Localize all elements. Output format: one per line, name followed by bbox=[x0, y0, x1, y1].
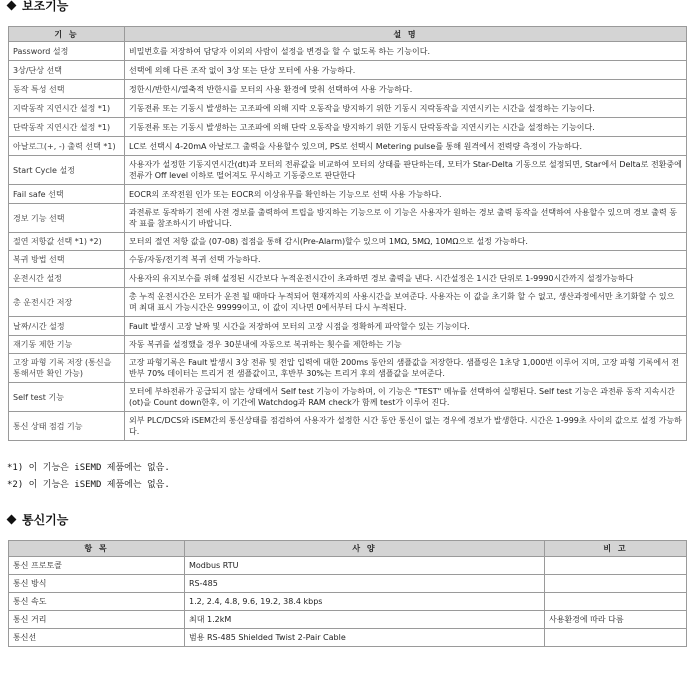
function-desc: 사용자가 설정한 기동지연시간(dt)과 모터의 전류값을 비교하여 모터의 상태를 판단하는데, 모터가 Star-Delta 기동으로 설정되면, Star에서 Delta로 전환중에 전류가 Off level 이하로 떨어져도 무시하고 기동중으로 판단한다 bbox=[125, 156, 687, 185]
table-row bbox=[9, 137, 687, 156]
table-row bbox=[9, 412, 687, 441]
table-row bbox=[9, 593, 687, 611]
table-row bbox=[9, 99, 687, 118]
comm-spec: 범용 RS-485 Shielded Twist 2-Pair Cable bbox=[185, 629, 545, 647]
comm-remark: 사용환경에 따라 다름 bbox=[545, 611, 687, 629]
table-row bbox=[9, 251, 687, 269]
function-desc: 선택에 의해 다른 조작 없이 3상 또는 단상 모터에 사용 가능하다. bbox=[125, 61, 687, 80]
header-spec: 사 양 bbox=[185, 541, 545, 557]
function-desc: 기동전류 또는 기동시 발생하는 고조파에 의해 단락 오동작을 방지하기 위한 기동시 단락동작을 지연시키는 시간을 설정하는 기능이다. bbox=[125, 118, 687, 137]
header-function: 기 능 bbox=[9, 27, 125, 42]
function-desc: 비밀번호를 저장하여 담당자 이외의 사람이 설정을 변경을 할 수 없도록 하는 기능이다. bbox=[125, 42, 687, 61]
function-name: Fail safe 선택 bbox=[9, 185, 125, 204]
function-name: 운전시간 설정 bbox=[9, 269, 125, 288]
function-name: 동작 특성 선택 bbox=[9, 80, 125, 99]
table-row bbox=[9, 118, 687, 137]
table-row bbox=[9, 354, 687, 383]
comm-item: 통신 속도 bbox=[9, 593, 185, 611]
function-name: 고장 파형 기록 저장 (통신을 통해서만 확인 가능) bbox=[9, 354, 125, 383]
comm-remark bbox=[545, 593, 687, 611]
header-description: 설 명 bbox=[125, 27, 687, 42]
table-row bbox=[9, 156, 687, 185]
table-row bbox=[9, 317, 687, 336]
comm-spec: Modbus RTU bbox=[185, 557, 545, 575]
communication-table bbox=[8, 540, 687, 647]
comm-item: 통신 방식 bbox=[9, 575, 185, 593]
section-title-text: 통신기능 bbox=[22, 513, 69, 527]
function-name: 지락동작 지연시간 설정 *1) bbox=[9, 99, 125, 118]
table-row bbox=[9, 611, 687, 629]
function-name: 통신 상태 점검 기능 bbox=[9, 412, 125, 441]
table-row bbox=[9, 185, 687, 204]
function-name: 경보 기능 선택 bbox=[9, 204, 125, 233]
table-row bbox=[9, 42, 687, 61]
table-row bbox=[9, 80, 687, 99]
table-row bbox=[9, 204, 687, 233]
table-row bbox=[9, 575, 687, 593]
section-title-text: 보조기능 bbox=[22, 0, 69, 13]
function-name: 총 운전시간 저장 bbox=[9, 288, 125, 317]
function-desc: 총 누적 운전시간은 모터가 운전 될 때마다 누적되어 현재까지의 사용시간을 보여준다. 사용자는 이 값을 초기화 할 수 없고, 생산과정에서만 초기화할 수 있으며 최대 표시 가능시간은 99999이고, 이 값이 지나면 0에서부터 다시 누적된다. bbox=[125, 288, 687, 317]
function-desc: 자동 복귀를 설정했을 경우 30분내에 자동으로 복귀하는 횟수를 제한하는 기능 bbox=[125, 336, 687, 354]
function-name: Self test 기능 bbox=[9, 383, 125, 412]
function-desc: Fault 발생시 고장 날짜 및 시간을 저장하여 모터의 고장 시점을 정확하게 파악할수 있는 기능이다. bbox=[125, 317, 687, 336]
function-desc: EOCR의 조작전원 인가 또는 EOCR의 이상유무를 확인하는 기능으로 선택 사용 가능하다. bbox=[125, 185, 687, 204]
header-item: 항 목 bbox=[9, 541, 185, 557]
function-desc: 고장 파형기록은 Fault 발생시 3상 전류 및 전압 입력에 대한 200ms 동안의 샘플값을 저장한다. 샘플링은 1초당 1,000번 이루어 지며, 고장 파형 기록에서 전반부 70% 데이터는 트리거 전 샘플값이고, 후반부 30%는 트리거 후의 샘플값을 보여준다. bbox=[125, 354, 687, 383]
function-desc: 모터의 절연 저항 값을 (07-08) 접점을 통해 감시(Pre-Alarm)할수 있으며 1MΩ, 5MΩ, 10MΩ으로 설정 가능하다. bbox=[125, 233, 687, 251]
function-desc: 모터에 부하전류가 공급되지 않는 상태에서 Self test 기능이 가능하며, 이 기능은 "TEST" 메뉴를 선택하여 실행된다. Self test 기능은 과전류 동작 지속시간(ot)을 Count down한후, 이 기간에 Watchdog과 RAM check가 함께 test가 이루어 진다. bbox=[125, 383, 687, 412]
table-header-row bbox=[9, 27, 687, 42]
header-remark: 비 고 bbox=[545, 541, 687, 557]
function-name: 3상/단상 선택 bbox=[9, 61, 125, 80]
function-desc: 수동/자동/전기적 복귀 선택 가능하다. bbox=[125, 251, 687, 269]
comm-item: 통신선 bbox=[9, 629, 185, 647]
comm-spec: RS-485 bbox=[185, 575, 545, 593]
diamond-bullet-icon bbox=[7, 1, 17, 11]
function-desc: 기동전류 또는 기동시 발생하는 고조파에 의해 지락 오동작을 방지하기 위한 기동시 지락동작을 지연시키는 시간을 설정하는 기능이다. bbox=[125, 99, 687, 118]
function-desc: 사용자의 유지보수를 위해 설정된 시간보다 누적운전시간이 초과하면 경보 출력을 낸다. 시간설정은 1시간 단위로 1-9990시간까지 설정가능하다 bbox=[125, 269, 687, 288]
comm-spec: 최대 1.2kM bbox=[185, 611, 545, 629]
function-desc: 과전류로 동작하기 전에 사전 경보를 출력하여 트립을 방지하는 기능으로 이 기능은 사용자가 원하는 경보 출력 동작을 선택하여 사용할수 있으며 경보 출력 동작 표를 참조하시기 바랍니다. bbox=[125, 204, 687, 233]
footnote-2: *2) 이 기능은 iSEMD 제품에는 없음. bbox=[7, 480, 170, 490]
comm-remark bbox=[545, 557, 687, 575]
section-title-auxiliary bbox=[8, 0, 68, 14]
function-desc: 정한시/반한시/열축적 반한시를 모터의 사용 환경에 맞춰 선택하여 사용 가능하다. bbox=[125, 80, 687, 99]
function-name: 단락동작 지연시간 설정 *1) bbox=[9, 118, 125, 137]
diamond-bullet-icon bbox=[7, 515, 17, 525]
function-name: Password 설정 bbox=[9, 42, 125, 61]
comm-item: 통신 거리 bbox=[9, 611, 185, 629]
comm-remark bbox=[545, 629, 687, 647]
table-row bbox=[9, 383, 687, 412]
function-name: 날짜/시간 설정 bbox=[9, 317, 125, 336]
table-header-row bbox=[9, 541, 687, 557]
auxiliary-functions-table bbox=[8, 26, 687, 441]
function-name: 재기동 제한 기능 bbox=[9, 336, 125, 354]
table-row bbox=[9, 629, 687, 647]
table-row bbox=[9, 233, 687, 251]
function-name: 복귀 방법 선택 bbox=[9, 251, 125, 269]
footnote-1: *1) 이 기능은 iSEMD 제품에는 없음. bbox=[7, 463, 170, 473]
comm-remark bbox=[545, 575, 687, 593]
comm-item: 통신 프로토콜 bbox=[9, 557, 185, 575]
function-desc: LC로 선택시 4-20mA 아날로그 출력을 사용할수 있으며, PS로 선택시 Metering pulse를 통해 원격에서 전력량 측정이 가능하다. bbox=[125, 137, 687, 156]
table-row bbox=[9, 557, 687, 575]
table-row bbox=[9, 61, 687, 80]
table-row bbox=[9, 336, 687, 354]
section-title-communication bbox=[8, 511, 68, 528]
function-name: 절연 저항값 선택 *1) *2) bbox=[9, 233, 125, 251]
table-row bbox=[9, 288, 687, 317]
table-row bbox=[9, 269, 687, 288]
function-name: Start Cycle 설정 bbox=[9, 156, 125, 185]
function-name: 아날로그(+, -) 출력 선택 *1) bbox=[9, 137, 125, 156]
function-desc: 외부 PLC/DCS와 iSEM간의 통신상태를 점검하여 사용자가 설정한 시간 동안 통신이 없는 경우에 경보가 발생한다. 시간은 1-999초 사이의 값으로 설정 가능하다. bbox=[125, 412, 687, 441]
comm-spec: 1.2, 2.4, 4.8, 9.6, 19.2, 38.4 kbps bbox=[185, 593, 545, 611]
